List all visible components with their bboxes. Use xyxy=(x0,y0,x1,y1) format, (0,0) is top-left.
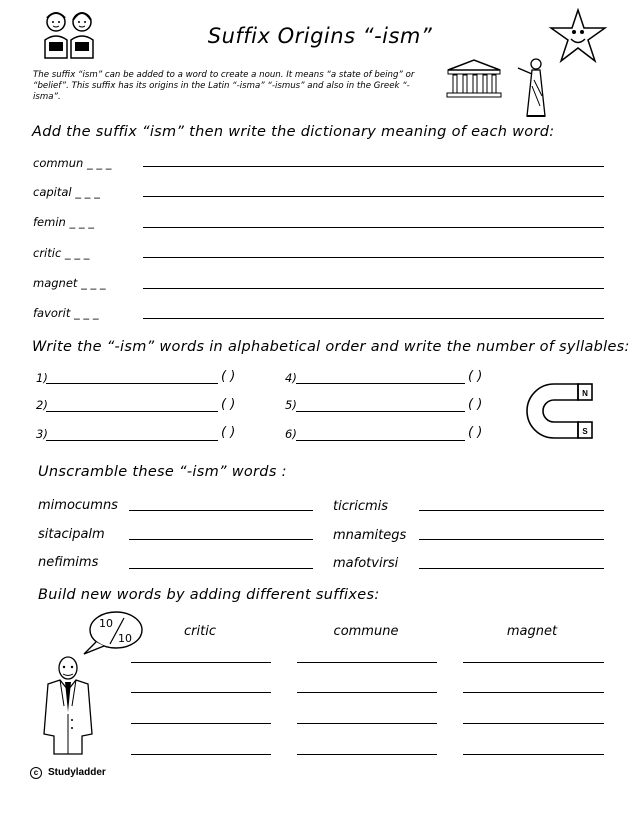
temple-clipart xyxy=(446,58,502,98)
order-line-2[interactable] xyxy=(46,411,218,412)
build-line-magnet-4[interactable] xyxy=(463,754,604,755)
syllable-box-3[interactable]: ( ) xyxy=(221,425,236,440)
build-line-magnet-3[interactable] xyxy=(463,723,604,724)
build-line-commune-4[interactable] xyxy=(297,754,437,755)
section3-heading: Unscramble these “-ism” words : xyxy=(38,464,287,480)
build-line-magnet-2[interactable] xyxy=(463,692,604,693)
build-line-commune-2[interactable] xyxy=(297,692,437,693)
build-line-commune-1[interactable] xyxy=(297,662,437,663)
word-favorit: favorit _ _ _ xyxy=(33,306,99,320)
page-title: Suffix Origins “-ism” xyxy=(207,24,433,48)
order-number-6: 6) xyxy=(285,427,297,441)
scrambled-word-4: ticricmis xyxy=(333,499,389,514)
build-line-critic-3[interactable] xyxy=(131,723,271,724)
footer-brand: Studyladder xyxy=(48,767,106,778)
answer-line-femin[interactable] xyxy=(143,227,604,228)
scrambled-word-3: nefimims xyxy=(38,555,99,570)
unscramble-line-6[interactable] xyxy=(419,568,604,569)
word-commun: commun _ _ _ xyxy=(33,156,112,170)
section1-heading: Add the suffix “ism” then write the dictionary meaning of each word: xyxy=(32,124,555,140)
section4-heading: Build new words by adding different suffixes: xyxy=(38,587,380,603)
magnet-clipart xyxy=(524,380,600,442)
teacher-clipart xyxy=(34,656,102,756)
word-critic: critic _ _ _ xyxy=(33,246,90,260)
order-number-5: 5) xyxy=(285,398,297,412)
build-line-magnet-1[interactable] xyxy=(463,662,604,663)
roman-figure-clipart xyxy=(512,56,552,118)
answer-line-commun[interactable] xyxy=(143,166,604,167)
scrambled-word-1: mimocumns xyxy=(38,498,118,513)
score-numerator: 10 xyxy=(99,617,113,630)
unscramble-line-3[interactable] xyxy=(129,568,313,569)
order-line-1[interactable] xyxy=(46,383,218,384)
score-denominator: 10 xyxy=(118,632,132,645)
order-number-3: 3) xyxy=(36,427,48,441)
order-number-2: 2) xyxy=(36,398,48,412)
unscramble-line-2[interactable] xyxy=(129,539,313,540)
order-line-5[interactable] xyxy=(296,411,465,412)
answer-line-capital[interactable] xyxy=(143,196,604,197)
scrambled-word-6: mafotvirsi xyxy=(333,556,399,571)
order-number-1: 1) xyxy=(36,371,48,385)
build-line-commune-3[interactable] xyxy=(297,723,437,724)
build-line-critic-2[interactable] xyxy=(131,692,271,693)
order-line-4[interactable] xyxy=(296,383,465,384)
order-line-3[interactable] xyxy=(46,440,218,441)
column-header-magnet: magnet xyxy=(506,624,558,639)
footer-credit xyxy=(30,767,106,779)
syllable-box-1[interactable]: ( ) xyxy=(221,369,236,384)
scrambled-word-2: sitacipalm xyxy=(38,527,105,542)
unscramble-line-5[interactable] xyxy=(419,539,604,540)
syllable-box-6[interactable]: ( ) xyxy=(468,425,483,440)
column-header-critic: critic xyxy=(184,624,216,639)
magnet-south-label: S xyxy=(582,427,588,436)
column-header-commune: commune xyxy=(333,624,399,639)
unscramble-line-4[interactable] xyxy=(419,510,604,511)
syllable-box-2[interactable]: ( ) xyxy=(221,397,236,412)
word-magnet: magnet _ _ _ xyxy=(33,276,106,290)
syllable-box-4[interactable]: ( ) xyxy=(468,369,483,384)
answer-line-favorit[interactable] xyxy=(143,318,604,319)
order-number-4: 4) xyxy=(285,371,297,385)
syllable-box-5[interactable]: ( ) xyxy=(468,397,483,412)
answer-line-magnet[interactable] xyxy=(143,288,604,289)
section2-heading: Write the “-ism” words in alphabetical order and write the number of syllables: xyxy=(32,339,630,355)
build-line-critic-1[interactable] xyxy=(131,662,271,663)
word-femin: femin _ _ _ xyxy=(33,215,95,229)
intro-text: The suffix “ism” can be added to a word to create a noun. It means “a state of being” or “belief”. This suffix has its origins in the Latin “-isma” “-ismus” and also in the Greek “-isma”. xyxy=(33,70,415,102)
build-line-critic-4[interactable] xyxy=(131,754,271,755)
answer-line-critic[interactable] xyxy=(143,257,604,258)
scrambled-word-5: mnamitegs xyxy=(333,528,407,543)
word-capital: capital _ _ _ xyxy=(33,185,100,199)
magnet-north-label: N xyxy=(582,389,588,398)
copyright-icon: c xyxy=(30,767,42,779)
unscramble-line-1[interactable] xyxy=(129,510,313,511)
order-line-6[interactable] xyxy=(296,440,465,441)
